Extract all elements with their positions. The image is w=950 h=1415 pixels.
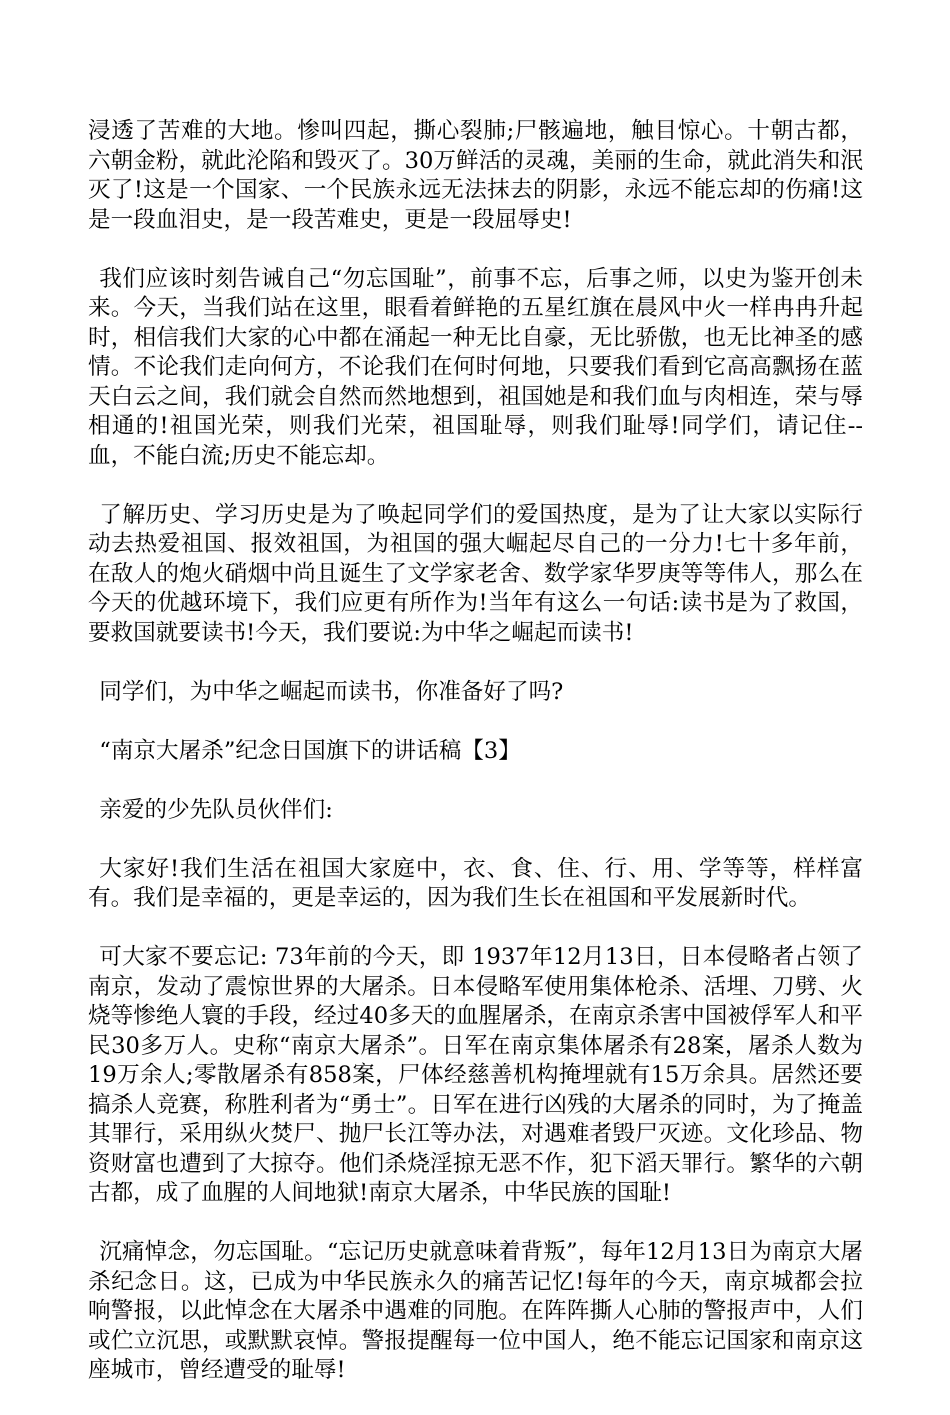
paragraph-memorial-day: 沉痛悼念，勿忘国耻。“忘记历史就意味着背叛”，每年12月13日为南京大屠杀纪念日。这，已成为中华民族永久的痛苦记忆!每年的今天，南京城都会拉响警报，以此悼念在大屠杀中遇难的同胞。在阵阵撕人心肺的警报声中，人们或伫立沉思，或默默哀悼。警报提醒每一位中国人，绝不能忘记国家和南京这座城市，曾经遭受的耻辱! (88, 1239, 863, 1383)
paragraph-learn-history: 了解历史、学习历史是为了唤起同学们的爱国热度，是为了让大家以实际行动去热爱祖国、报效祖国，为祖国的强大崛起尽自己的一分力!七十多年前，在敌人的炮火硝烟中尚且诞生了文学家老舍、数学家华罗庚等等伟人，那么在今天的优越环境下，我们应更有所作为!当年有这么一句话:读书是为了救国，要救国就要读书!今天，我们要说:为中华之崛起而读书! (88, 501, 863, 646)
salutation: 亲爱的少先队员伙伴们: (99, 796, 333, 823)
paragraph-massacre-history: 可大家不要忘记: 73年前的今天，即 1937年12月13日，日本侵略者占领了南京，发动了震惊世界的大屠杀。日本侵略军使用集体枪杀、活埋、刀劈、火烧等惨绝人寰的手段，经过40多天的血腥屠杀，在南京杀害中国被俘军人和平民30多万人。史称“南京大屠杀”。日军在南京集体屠杀有28案，屠杀人数为19万余人;零散屠杀有858案，尸体经慈善机构掩埋就有15万余具。居然还要搞杀人竞赛，称胜利者为“勇士”。日军在进行凶残的大屠杀的同时，为了掩盖其罪行，采用纵火焚尸、抛尸长江等办法，对遇难者毁尸灭迹。文化珍品、物资财富也遭到了大掠夺。他们杀烧淫掠无恶不作，犯下滔天罪行。繁华的六朝古都，成了血腥的人间地狱!南京大屠杀，中华民族的国耻! (88, 944, 863, 1206)
paragraph-ready-question: 同学们，为中华之崛起而读书，你准备好了吗? (99, 678, 564, 705)
paragraph-continuation: 浸透了苦难的大地。惨叫四起，撕心裂肺;尸骸遍地，触目惊心。十朝古都，六朝金粉，就此沦陷和毁灭了。30万鲜活的灵魂，美丽的生命，就此消失和泯灭了!这是一个国家、一个民族永远无法抹去的阴影，永远不能忘却的伤痛!这是一段血泪史，是一段苦难史，更是一段屈辱史! (88, 118, 863, 233)
paragraph-remember-shame: 我们应该时刻告诫自己“勿忘国耻”，前事不忘，后事之师，以史为鉴开创未来。今天，当我们站在这里，眼看着鲜艳的五星红旗在晨风中火一样冉冉升起时，相信我们大家的心中都在涌起一种无比自豪，无比骄傲，也无比神圣的感情。不论我们走向何方，不论我们在何时何地，只要我们看到它高高飘扬在蓝天白云之间，我们就会自然而然地想到，祖国她是和我们血与肉相连，荣与辱相通的!祖国光荣，则我们光荣，祖国耻辱，则我们耻辱!同学们，请记住--血，不能白流;历史不能忘却。 (88, 265, 863, 469)
document-body (88, 117, 863, 1415)
speech-title-3: “南京大屠杀”纪念日国旗下的讲话稿【3】 (99, 737, 521, 764)
paragraph-greeting: 大家好!我们生活在祖国大家庭中，衣、食、住、行、用、学等等，样样富有。我们是幸福的，更是幸运的，因为我们生长在祖国和平发展新时代。 (88, 855, 863, 911)
